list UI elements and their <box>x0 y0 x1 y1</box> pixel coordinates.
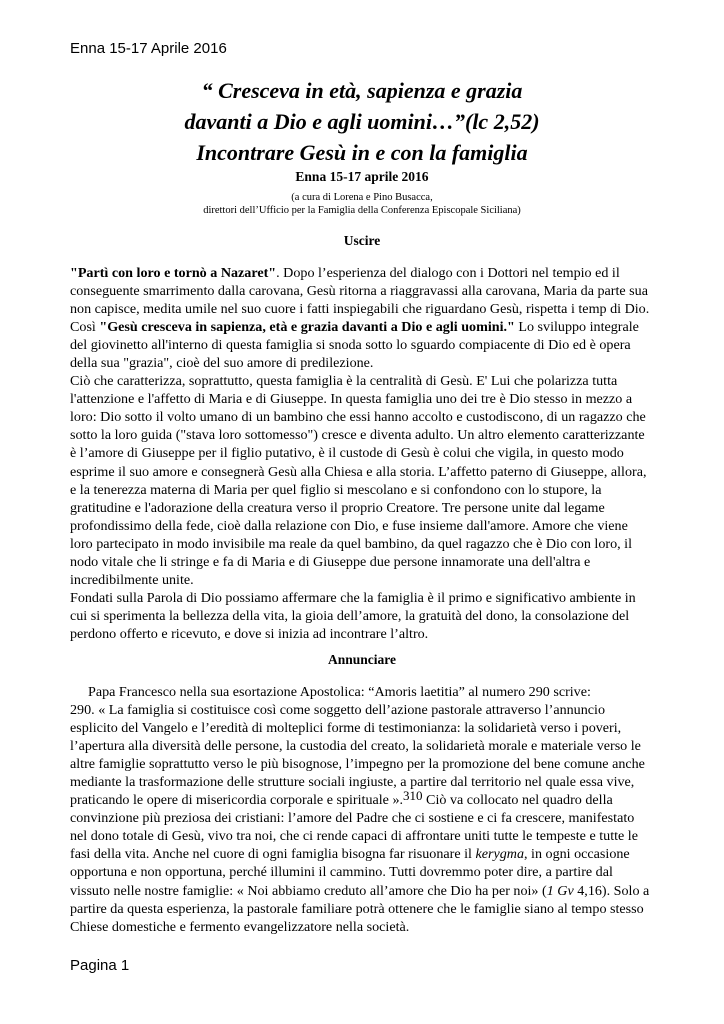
annunciare-paragraph-1: Papa Francesco nella sua esortazione Apostolica: “Amoris laetitia” al numero 290 scrive: <box>88 684 591 700</box>
title-line-2: davanti a Dio e agli uomini…”(lc 2,52) <box>184 109 540 134</box>
footnote-reference: 310 <box>403 788 423 804</box>
section-heading-uscire: Uscire <box>343 233 381 248</box>
uscire-paragraph-2: Ciò che caratterizza, soprattutto, questa famiglia è la centralità di Gesù. E' Lui che polarizza tutta l'attenzione e l'affetto di Maria e di Giuseppe. In questa famiglia uno dei tre è Dio stesso in mezzo a loro: Dio sotto il volto umano di un bambino che essi hanno accolto e custodiscono, di un ragazzo che sotto la loro guida ("stava loro sottomesso") cresce e diventa adulto. Un altro elemento caratterizzante è l’amore di Giuseppe per il figlio putativo, è il custode di Gesù è colui che vigila, in questo modo esprime il suo amore e consegnerà Gesù alla Chiesa e alla storia. L’affetto paterno di Giuseppe, allora, e la tenerezza materna di Maria per quel figlio si mescolano e si confondono con lo stupore, la gratitudine e l'adorazione della creatura verso il proprio Creatore. Tre persone unite dal legame profondissimo della fede, cioè dalla relazione con Dio, e fuse insieme dall'amore. Amore che viene loro partecipato in modo invisibile ma reale da quel bambino, da quel ragazzo che è Dio con loro, il nodo vitale che li stringe e fa di Maria e di Giuseppe due persone innamorate una dell'altra e incredibilmente unite. <box>70 373 647 588</box>
annunciare-body <box>70 683 654 936</box>
section-heading-annunciare: Annunciare <box>327 652 396 667</box>
kerygma-italic: kerygma <box>475 846 524 863</box>
annunciare-text-2a: 290. « La famiglia si costituisce così come soggetto dell’azione pastorale attraverso l’annuncio esplicito del Vangelo e l’eredità di molteplici forme di testimonianza: la solidarietà verso i poveri, l’apertura alla diversità delle persone, la custodia del creato, la solidarietà morale e materiale verso le altre famiglie soprattutto verso le più bisognose, l’impegno per la promozione del bene comune anche mediante la trasformazione delle strutture sociali ingiuste, a partire dal territorio nel quale essa vive, praticando le opere di misericordia corporale e spirituale ». <box>70 702 645 809</box>
page-footer: Pagina 1 <box>70 957 130 974</box>
quote-bold-2: "Gesù cresceva in sapienza, età e grazia davanti a Dio e agli uomini." <box>99 319 515 336</box>
uscire-text-1b: Lo sviluppo integrale del giovinetto all'interno di questa famiglia si snoda sotto lo sguardo compiacente di Dio ed è opera della sua "grazia", cioè del suo amore di predilezione. <box>70 319 639 372</box>
quote-bold-1: "Partì con loro e tornò a Nazaret" <box>70 265 277 281</box>
annunciare-text-2c: , in ogni occasione opportuna e non opportuna, perché illumini il cammino. Tutti dovremmo poter dire, a partire dal vissuto nelle nostre famiglie: « Noi abbiamo creduto all’amore che Dio ha per noi» ( <box>70 846 630 899</box>
annunciare-text-2d: 4,16). Solo a partire da questa esperienza, la pastorale familiare potrà ottenere che le famiglie siano al tempo stesso Chiese domestiche e fermento evangelizzatore nella società. <box>70 882 650 935</box>
title-block <box>70 75 654 217</box>
title-line-3: Incontrare Gesù in e con la famiglia <box>196 140 528 165</box>
uscire-paragraph-1 <box>70 264 654 372</box>
uscire-text-1a: . Dopo l’esperienza del dialogo con i Dottori nel tempio ed il conseguente smarrimento dalla carovana, Gesù ritorna a riaggravassi alla carovana, Maria da parte sua non capisce, medita umile nel suo cuore i fatti inspiegabili che riguardano Gesù, rispetta i temp di Dio. Così <box>70 265 650 336</box>
uscire-paragraph-3: Fondati sulla Parola di Dio possiamo affermare che la famiglia è il primo e significativo ambiente in cui si sperimenta la bellezza della vita, la gioia dell’amore, la gratuità del dono, la consolazione del perdono offerto e ricevuto, e dove si inizia ad incontrare l’altro. <box>70 589 636 642</box>
annunciare-paragraph-2 <box>70 701 654 936</box>
credit-line-2: direttori dell’Ufficio per la Famiglia della Conferenza Episcopale Siciliana) <box>203 205 521 216</box>
title-line-1: “ Cresceva in età, sapienza e grazia <box>201 78 523 103</box>
gv-citation-italic: 1 Gv <box>546 882 574 899</box>
uscire-body <box>70 264 654 643</box>
title-date: Enna 15-17 aprile 2016 <box>295 169 429 184</box>
page-header: Enna 15-17 Aprile 2016 <box>70 40 227 57</box>
credit-line-1: (a cura di Lorena e Pino Busacca, <box>291 192 433 203</box>
annunciare-text-2b: Ciò va collocato nel quadro della convinzione più preziosa dei cristiani: l’amore del Padre che ci sostiene e ci fa crescere, manifestato nel dono totale di Gesù, vivo tra noi, che ci rende capaci di affrontare uniti tutte le tempeste e tutte le fasi della vita. Anche nel cuore di ogni famiglia bisogna far risuonare il <box>70 792 638 863</box>
